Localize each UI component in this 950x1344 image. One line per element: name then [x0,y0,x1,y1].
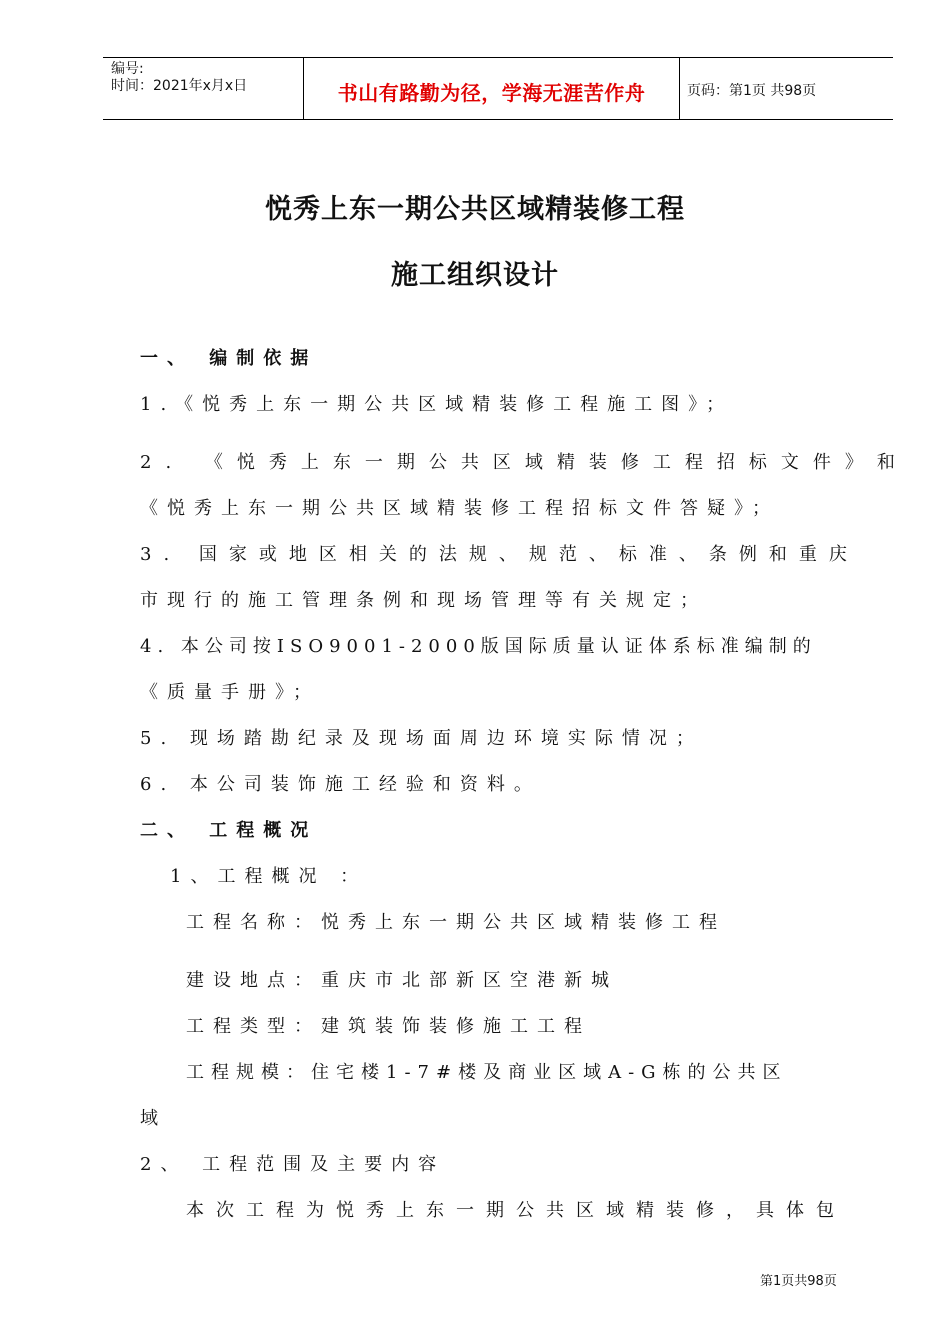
paragraph-line: 4. 本公司按ISO9001-2000版国际质量认证体系标准编制的 [140,636,817,657]
page-footer: 第1页共98页 [760,1274,837,1289]
paragraph-line: 《质量手册》； [140,682,320,703]
paragraph-line: 2. 《悦秀上东一期公共区域精装修工程招标文件》和 [140,452,909,473]
page-header [103,57,893,120]
paragraph-line: 《悦秀上东一期公共区域精装修工程招标文件答疑》； [140,498,779,519]
header-meta [103,58,303,119]
project-location: 建设地点：重庆市北部新区空港新城 [186,970,618,991]
paragraph-line: 市现行的施工管理条例和现场管理等有关规定； [140,590,707,611]
subsection-heading: 2、 工程范围及主要内容 [140,1154,446,1175]
project-name: 工程名称：悦秀上东一期公共区域精装修工程 [186,912,726,933]
serial-number: 编号: [111,61,144,77]
project-type: 工程类型：建筑装饰装修施工工程 [186,1016,591,1037]
paragraph-line: 5. 现场踏勘纪录及现场面周边环境实际情况； [140,728,703,749]
paragraph-line: 3. 国家或地区相关的法规、规范、标准、条例和重庆 [140,544,859,565]
date-line: 时间：2021年x月x日 [111,78,248,94]
paragraph-line: 域 [140,1108,167,1129]
header-page-cell [679,58,893,119]
doc-title: 悦秀上东一期公共区域精装修工程 [265,194,685,225]
paragraph-line: 本次工程为悦秀上东一期公共区域精装修，具体包 [186,1200,846,1221]
motto: 书山有路勤为径，学海无涯苦作舟 [337,81,646,105]
paragraph-line: 1.《悦秀上东一期公共区域精装修工程施工图》； [140,394,734,415]
page-number: 页码：第1页 共98页 [687,83,817,99]
paragraph-line: 6. 本公司装饰施工经验和资料。 [140,774,541,795]
doc-subtitle: 施工组织设计 [391,260,559,291]
subsection-heading: 1、工程概况 ： [170,866,368,887]
section-heading-basis: 一、 编制依据 [140,348,318,369]
project-scale: 工程规模：住宅楼1-7#楼及商业区域A-G栋的公共区 [186,1062,788,1083]
section-heading-overview: 二、 工程概况 [140,820,318,841]
header-motto-cell [303,58,680,119]
